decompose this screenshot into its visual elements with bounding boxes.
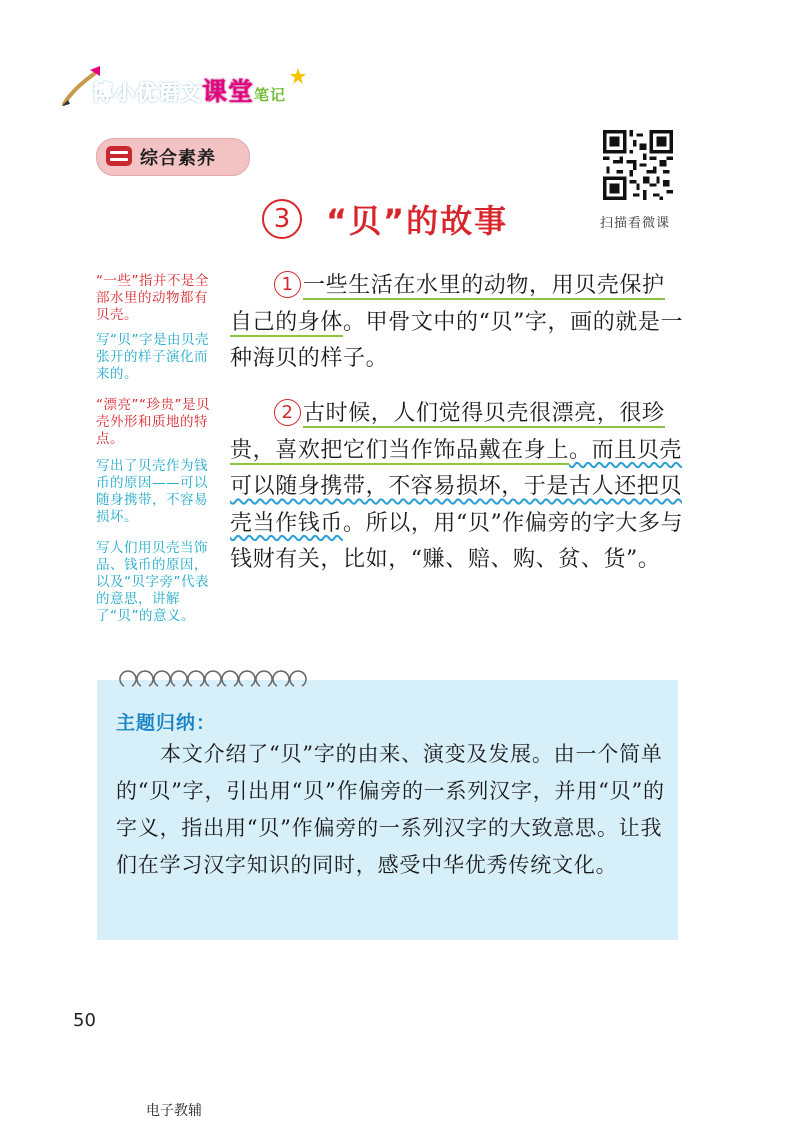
side-note-3: “漂亮”“珍贵”是贝壳外形和质地的特点。	[96, 397, 210, 447]
side-note-2: 写“贝”字是由贝壳张开的样子演化而来的。	[96, 332, 209, 382]
summary-body: 本文介绍了“贝”字的由来、演变及发展。由一个简单的“贝”字，引出用“贝”作偏旁的一系列汉字，并用“贝”的字义，指出用“贝”作偏旁的一系列汉字的大致意思。让我们在学习汉字知识的同时，感受中华优秀传统文化。	[116, 742, 665, 877]
side-note-4: 写出了贝壳作为钱币的原因——可以随身携带，不容易损坏。	[96, 458, 208, 525]
underlined-sentence: 一些生活在水里的动物，用贝壳保护自己的身体	[230, 273, 665, 335]
list-icon	[106, 146, 132, 166]
paragraph-text: 。甲骨文中的“贝”字，画的就是一种海贝的样子。	[230, 309, 684, 371]
binder-rings-icon	[112, 664, 322, 694]
side-note-5: 写人们用贝壳当饰品、钱币的原因，以及“贝字旁”代表的意思，讲解了“贝”的意义。	[96, 540, 209, 624]
page-title: “贝”的故事	[326, 202, 509, 240]
paragraph-2	[230, 396, 685, 579]
paragraph-text: 。所以，用“贝”作偏旁的字大多与钱财有关，比如，“赚、赔、购、贫、货”。	[230, 510, 684, 572]
section-label: 综合素养	[140, 148, 216, 169]
side-note-1: “一些”指并不是全部水里的动物都有贝壳。	[96, 273, 209, 323]
footer-text: 电子教辅	[146, 1103, 202, 1119]
summary-text	[116, 736, 668, 884]
summary-title: 主题归纳：	[116, 712, 217, 734]
logo-text: 博小优语文课堂笔记	[92, 77, 287, 106]
qr-caption: 扫描看微课	[600, 216, 671, 231]
paragraph-1	[230, 268, 685, 378]
qr-code-icon[interactable]	[603, 130, 673, 200]
star-icon	[290, 68, 306, 84]
wavy-underlined-sentence: 。而且贝壳可以随身携带，不容易损坏，于是古人还把贝壳当作钱币	[230, 437, 683, 536]
page-number: 50	[73, 1010, 96, 1031]
title-number: 3	[262, 199, 302, 239]
underlined-sentence: 古时候，人们觉得贝壳很漂亮，很珍贵，喜欢把它们当作饰品戴在身上	[230, 401, 665, 463]
paragraph-number: 1	[274, 271, 301, 298]
paragraph-number: 2	[274, 399, 301, 426]
